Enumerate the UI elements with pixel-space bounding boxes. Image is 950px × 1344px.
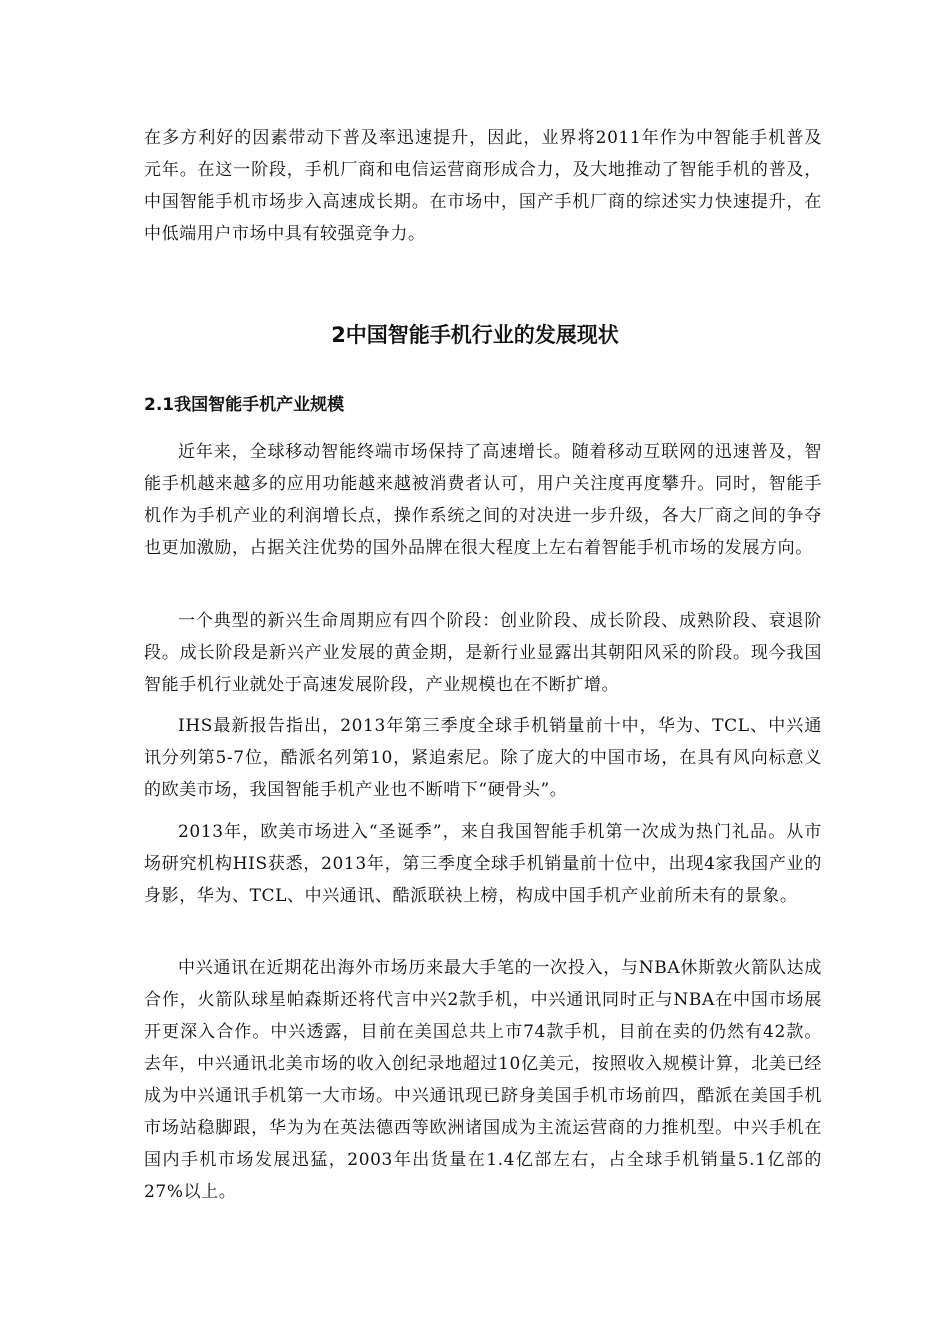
paragraph-ihs-report: IHS最新报告指出，2013年第三季度全球手机销量前十中，华为、TCL、中兴通讯分列第5-7位，酷派名列第10，紧追索尼。除了庞大的中国市场，在具有风向标意义的欧美市场，我国智能手机产业也不断啃下“硬骨头”。 [144, 716, 822, 800]
paragraph-lifecycle: 一个典型的新兴生命周期应有四个阶段：创业阶段、成长阶段、成熟阶段、衰退阶段。成长阶段是新兴产业发展的黄金期，是新行业显露出其朝阳风采的阶段。现今我国智能手机行业就处于高速发展阶段，产业规模也在不断扩增。 [144, 611, 822, 695]
chapter-title: 2中国智能手机行业的发展现状 [331, 323, 619, 347]
intro-paragraph: 在多方利好的因素带动下普及率迅速提升，因此，业界将2011年作为中智能手机普及元年。在这一阶段，手机厂商和电信运营商形成合力，及大地推动了智能手机的普及，中国智能手机市场步入高速成长期。在市场中，国产手机厂商的综述实力快速提升，在中低端用户市场中具有较强竞争力。 [144, 128, 822, 244]
paragraph-market-growth: 近年来，全球移动智能终端市场保持了高速增长。随着移动互联网的迅速普及，智能手机越来越多的应用功能越来越被消费者认可，用户关注度再度攀升。同时，智能手机作为手机产业的利润增长点，操作系统之间的对决进一步升级，各大厂商之间的争夺也更加激励，占据关注优势的国外品牌在很大程度上左右着智能手机市场的发展方向。 [144, 442, 822, 558]
paragraph-christmas-season: 2013年，欧美市场进入“圣诞季”，来自我国智能手机第一次成为热门礼品。从市场研究机构HIS获悉，2013年，第三季度全球手机销量前十位中，出现4家我国产业的身影，华为、TCL、中兴通讯、酷派联袂上榜，构成中国手机产业前所未有的景象。 [144, 822, 822, 906]
paragraph-zte: 中兴通讯在近期花出海外市场历来最大手笔的一次投入，与NBA休斯敦火箭队达成合作，火箭队球星帕森斯还将代言中兴2款手机，中兴通讯同时正与NBA在中国市场展开更深入合作。中兴透露，目前在美国总共上市74款手机，目前在卖的仍然有42款。去年，中兴通讯北美市场的收入创纪录地超过10亿美元，按照收入规模计算，北美已经成为中兴通讯手机第一大市场。中兴通讯现已跻身美国手机市场前四，酷派在美国手机市场站稳脚跟，华为为在英法德西等欧洲诸国成为主流运营商的力推机型。中兴手机在国内手机市场发展迅猛，2003年出货量在1.4亿部左右，占全球手机销量5.1亿部的27%以上。 [144, 958, 822, 1202]
section-title: 2.1我国智能手机产业规模 [144, 395, 345, 415]
